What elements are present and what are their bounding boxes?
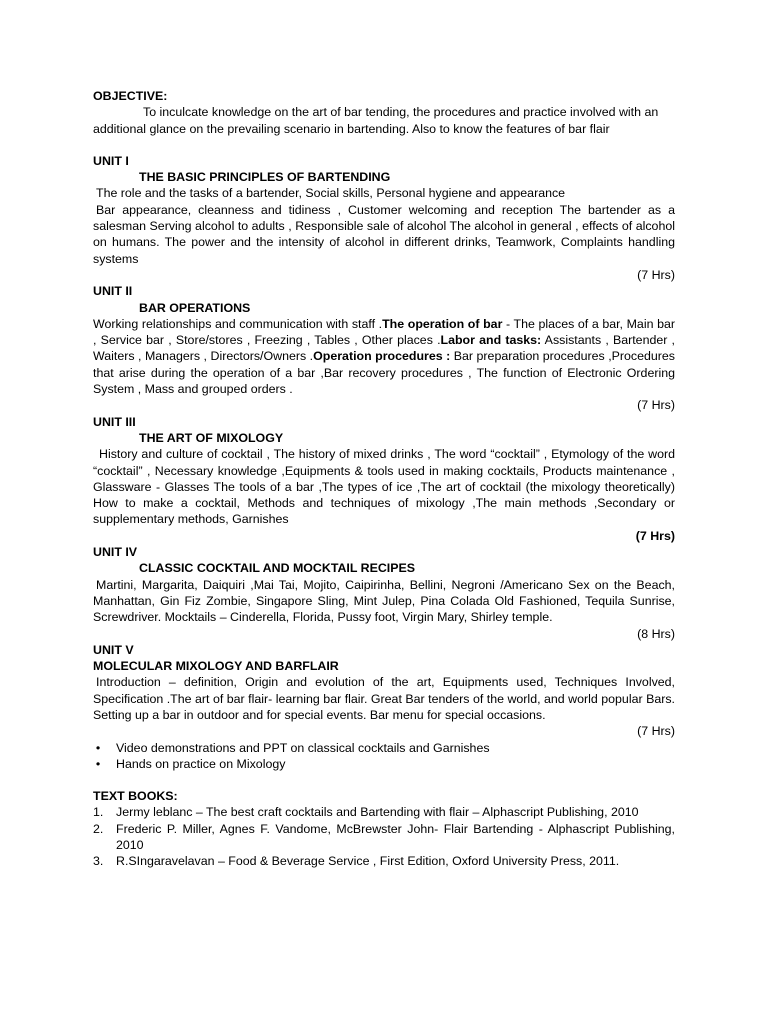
unit-5-label: UNIT V — [93, 642, 134, 657]
unit-4-section — [93, 544, 675, 642]
spacer — [93, 772, 675, 788]
unit-3-section — [93, 414, 675, 544]
unit-3-paragraph: History and culture of cocktail , The history of mixed drinks , The word “cocktail” , Etymology of the word “cocktail” , Necessary knowledge ,Equipments & tools used in making cocktails, Products maintenance , Glassware - Glasses The tools of a bar ,The types of ice ,The art of cocktail (the mixology theoretically) How to make a cocktail, Methods and techniques of mixology ,The main methods ,Secondary or supplementary methods, Garnishes — [93, 447, 675, 527]
list-item — [93, 740, 675, 756]
unit-4-title: CLASSIC COCKTAIL AND MOCKTAIL RECIPES — [139, 561, 416, 576]
unit-2-bold-1: The operation of bar — [382, 316, 503, 331]
textbook-number: 3. — [93, 854, 104, 869]
objective-text: To inculcate knowledge on the art of bar tending, the procedures and practice involved with an additional glance on the prevailing scenario in bartending. Also to know the features of bar flair — [93, 105, 659, 136]
objective-section — [93, 88, 675, 137]
unit-5-hours: (7 Hrs) — [637, 724, 675, 739]
unit-3-label: UNIT III — [93, 414, 136, 429]
unit-2-text-4: Bar preparation procedures ,Procedures that arise during the operation of a bar ,Bar recovery procedures , The function of Electronic Ordering System , Mass and grouped orders . — [93, 349, 676, 397]
textbooks-heading: TEXT BOOKS: — [93, 789, 178, 804]
unit-2-bold-3: Operation procedures : — [313, 349, 451, 364]
unit-2-title: BAR OPERATIONS — [139, 300, 251, 315]
unit-4-paragraph: Martini, Margarita, Daiquiri ,Mai Tai, Mojito, Caipirinha, Bellini, Negroni /Americano Sex on the Beach, Manhattan, Gin Fiz Zombie, Singapore Sling, Mint Julep, Pina Colada Old Fashioned, Tequila Sunrise, Screwdriver. Mocktails – Cinderella, Florida, Pussy foot, Virgin Mary, Shirley temple. — [93, 577, 675, 625]
unit-3-title: THE ART OF MIXOLOGY — [139, 430, 284, 445]
unit-1-paragraph-1: The role and the tasks of a bartender, Social skills, Personal hygiene and appearance — [96, 186, 566, 201]
bullet-icon: • — [95, 756, 101, 771]
syllabus-content — [93, 88, 675, 870]
unit-2-text-2: - The places of a bar, Main bar , Service bar , Store/stores , Freezing , Tables , Other places . — [93, 316, 675, 348]
unit-2-hours: (7 Hrs) — [637, 398, 675, 413]
unit-2-bold-2: Labor and tasks: — [440, 333, 542, 348]
unit-1-section — [93, 153, 675, 283]
unit-2-label: UNIT II — [93, 284, 133, 299]
textbook-entry-2: Frederic P. Miller, Agnes F. Vandome, McBrewster John- Flair Bartending - Alphascript Publishing, 2010 — [116, 821, 675, 853]
unit-2-paragraph — [93, 316, 675, 397]
objective-heading: OBJECTIVE: — [93, 89, 168, 103]
textbooks-list — [93, 804, 675, 869]
textbook-number: 1. — [93, 805, 104, 820]
practice-item-1: Video demonstrations and PPT on classical cocktails and Garnishes — [116, 740, 490, 755]
list-item — [93, 804, 675, 820]
unit-1-label: UNIT I — [93, 153, 129, 168]
list-item — [93, 756, 675, 772]
practice-item-2: Hands on practice on Mixology — [116, 756, 286, 771]
unit-2-text-3: Assistants , Bartender , Waiters , Managers , Directors/Owners . — [93, 333, 675, 364]
unit-1-paragraph-2: Bar appearance, cleanness and tidiness , Customer welcoming and reception The bartender as a salesman Serving alcohol to adults , Responsible sale of alcohol The alcohol in general , effects of alcohol on humans. The power and the intensity of alcohol in different drinks, Teamwork, Complaints handling systems — [93, 202, 675, 266]
practice-list — [93, 740, 675, 773]
bullet-icon: • — [95, 740, 101, 755]
spacer — [93, 137, 675, 153]
textbook-number: 2. — [93, 821, 104, 836]
unit-4-hours: (8 Hrs) — [637, 626, 675, 641]
list-item — [93, 821, 675, 854]
textbook-entry-1: Jermy leblanc – The best craft cocktails and Bartending with flair – Alphascript Publishing, 2010 — [116, 805, 639, 820]
list-item — [93, 853, 675, 869]
unit-5-paragraph: Introduction – definition, Origin and evolution of the art, Equipments used, Techniques Involved, Specification .The art of bar flair- learning bar flair. Great Bar tenders of the world, and world popular Bars. Setting up a bar in outdoor and for special events. Bar menu for special occasions. — [93, 675, 675, 722]
unit-2-text-1: Working relationships and communication with staff . — [93, 316, 383, 331]
unit-2-section — [93, 283, 675, 413]
unit-4-label: UNIT IV — [93, 545, 138, 560]
unit-5-section — [93, 642, 675, 740]
unit-3-hours: (7 Hrs) — [635, 528, 675, 543]
unit-5-title: MOLECULAR MIXOLOGY AND BARFLAIR — [93, 659, 339, 674]
textbooks-section — [93, 788, 675, 869]
unit-1-title: THE BASIC PRINCIPLES OF BARTENDING — [139, 170, 391, 185]
textbook-entry-3: R.SIngaravelavan – Food & Beverage Service , First Edition, Oxford University Press, 2011. — [116, 854, 620, 869]
unit-1-hours: (7 Hrs) — [637, 267, 675, 282]
